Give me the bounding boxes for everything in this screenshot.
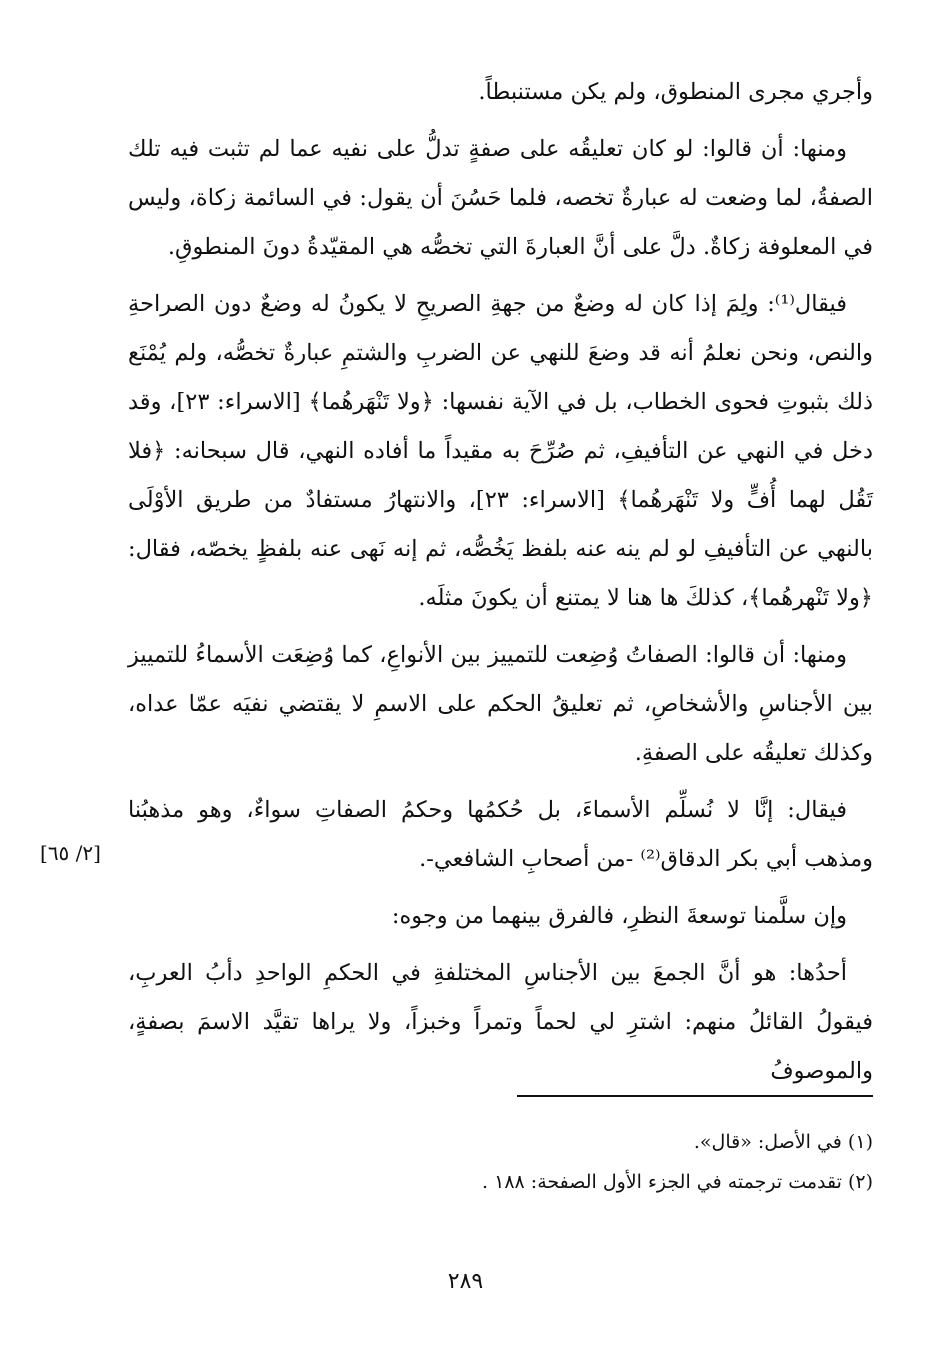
footnote-separator: [517, 1095, 873, 1097]
paragraph: أحدُها: هو أنَّ الجمعَ بين الأجناسِ المختلفةِ في الحكمِ الواحدِ دأبُ العربِ، فيقولُ القائلُ منهم: اشترِ لي لحماً وتمراً وخبزاً، ولا يراها تقيَّد الاسمَ بصفةٍ، والموصوفُ: [128, 960, 873, 1084]
paragraph: وأجري مجرى المنطوق، ولم يكن مستنبطاً.: [478, 79, 873, 105]
footnote: (٢) تقدمت ترجمته في الجزء الأول الصفحة: ١٨٨ .: [482, 1171, 873, 1193]
main-text: [128, 68, 873, 1104]
paragraph: وإن سلَّمنا توسعةَ النظرِ، فالفرق بينهما من وجوه:: [391, 903, 847, 929]
paragraph: فيقال: إنَّا لا نُسلِّم الأسماءَ، بل حُكمُها وحكمُ الصفاتِ سواءٌ، وهو مذهبُنا ومذهب أبي بكر الدقاق⁽²⁾ -من أصحابِ الشافعي-.: [128, 797, 873, 872]
margin-page-reference: [٢/ ٦٥]: [40, 841, 101, 865]
page-number: ٢٨٩: [447, 1269, 484, 1294]
paragraph: فيقال⁽¹⁾: ولِمَ إذا كان له وضعٌ من جهةِ الصريحِ لا يكونُ له وضعٌ دون الصراحةِ والنص، ونحن نعلمُ أنه قد وضعَ للنهي عن الضربِ والشتمِ عبارةٌ تخصُّه، ولم يُمْنَع ذلك بثبوتِ فحوى الخطاب، بل في الآية نفسها: ﴿ولا تَنْهَرهُما﴾ [الاسراء: ٢٣]، وقد دخل في النهي عن التأفيفِ، ثم صُرِّحَ به مقيداً ما أفاده النهي، قال سبحانه: ﴿فلا تَقُل لهما أُفٍّ ولا تَنْهَرهُما﴾ [الاسراء: ٢٣]، والانتهارُ مستفادٌ من طريق الأوْلَى بالنهي عن التأفيفِ لو لم ينه عنه بلفظ يَخُصُّه، ثم إنه نَهى عنه بلفظٍ يخصّه، فقال: ﴿ولا تَنْهرهُما﴾، كذلكَ ها هنا لا يمتنع أن يكونَ مثلَه.: [128, 291, 874, 611]
paragraph: ومنها: أن قالوا: لو كان تعليقُه على صفةٍ تدلُّ على نفيه عما لم تثبت فيه تلك الصفةُ، لما وضعت له عبارةٌ تخصه، فلما حَسُنَ أن يقول: في السائمة زكاة، وليس في المعلوفة زكاةٌ. دلَّ على أنَّ العبارةَ التي تخصُّه هي المقيّدةُ دونَ المنطوقِ.: [128, 136, 873, 260]
footnote: (١) في الأصل: «قال».: [693, 1131, 873, 1153]
paragraph: ومنها: أن قالوا: الصفاتُ وُضِعت للتمييز بين الأنواعِ، كما وُضِعَت الأسماءُ للتمييز بين الأجناسِ والأشخاصِ، ثم تعليقُ الحكم على الاسمِ لا يقتضي نفيَه عمّا عداه، وكذلك تعليقُه على الصفةِ.: [128, 642, 873, 766]
footnotes: [128, 1122, 873, 1202]
